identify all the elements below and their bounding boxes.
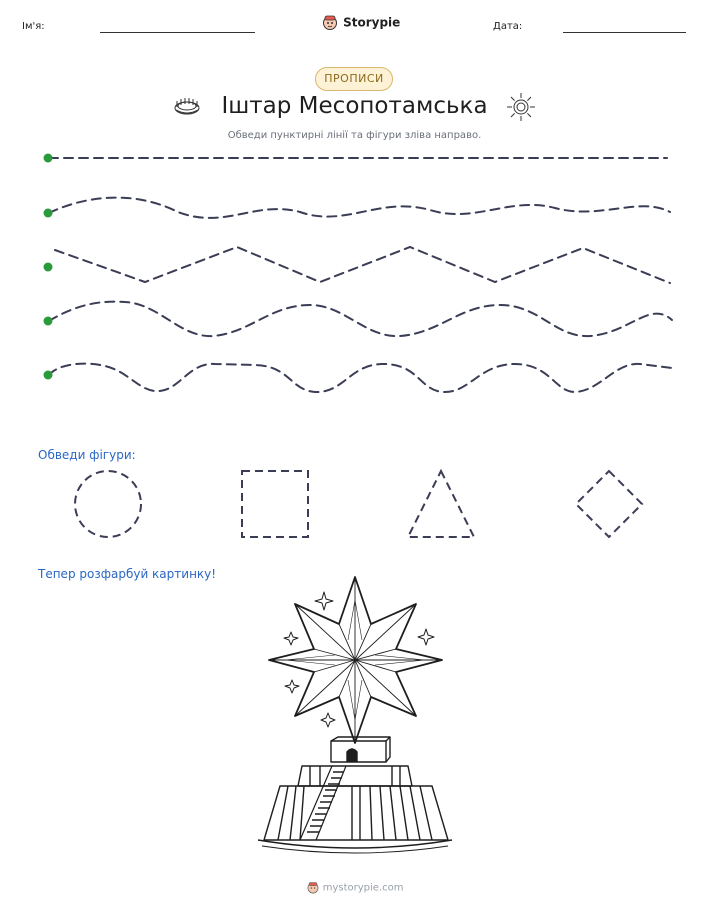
page-title: Іштар Месопотамська bbox=[221, 93, 488, 119]
date-label: Дата: bbox=[493, 21, 523, 32]
brand-name: Storypie bbox=[343, 15, 401, 30]
star-of-ishtar-icon bbox=[269, 577, 442, 743]
instructions: Обведи пунктирні лінії та фігури зліва направо. bbox=[227, 130, 482, 141]
coloring-section-title: Тепер розфарбуй картинку! bbox=[38, 567, 217, 581]
ziggurat-icon bbox=[258, 737, 452, 853]
shapes-section-title: Обведи фігури: bbox=[38, 448, 136, 462]
footer bbox=[0, 881, 709, 895]
storypie-mascot-icon bbox=[306, 881, 320, 895]
name-label: Ім'я: bbox=[22, 21, 45, 32]
footer-url[interactable]: mystorypie.com bbox=[322, 882, 404, 894]
worksheet-badge: ПРОПИСИ bbox=[315, 67, 393, 91]
